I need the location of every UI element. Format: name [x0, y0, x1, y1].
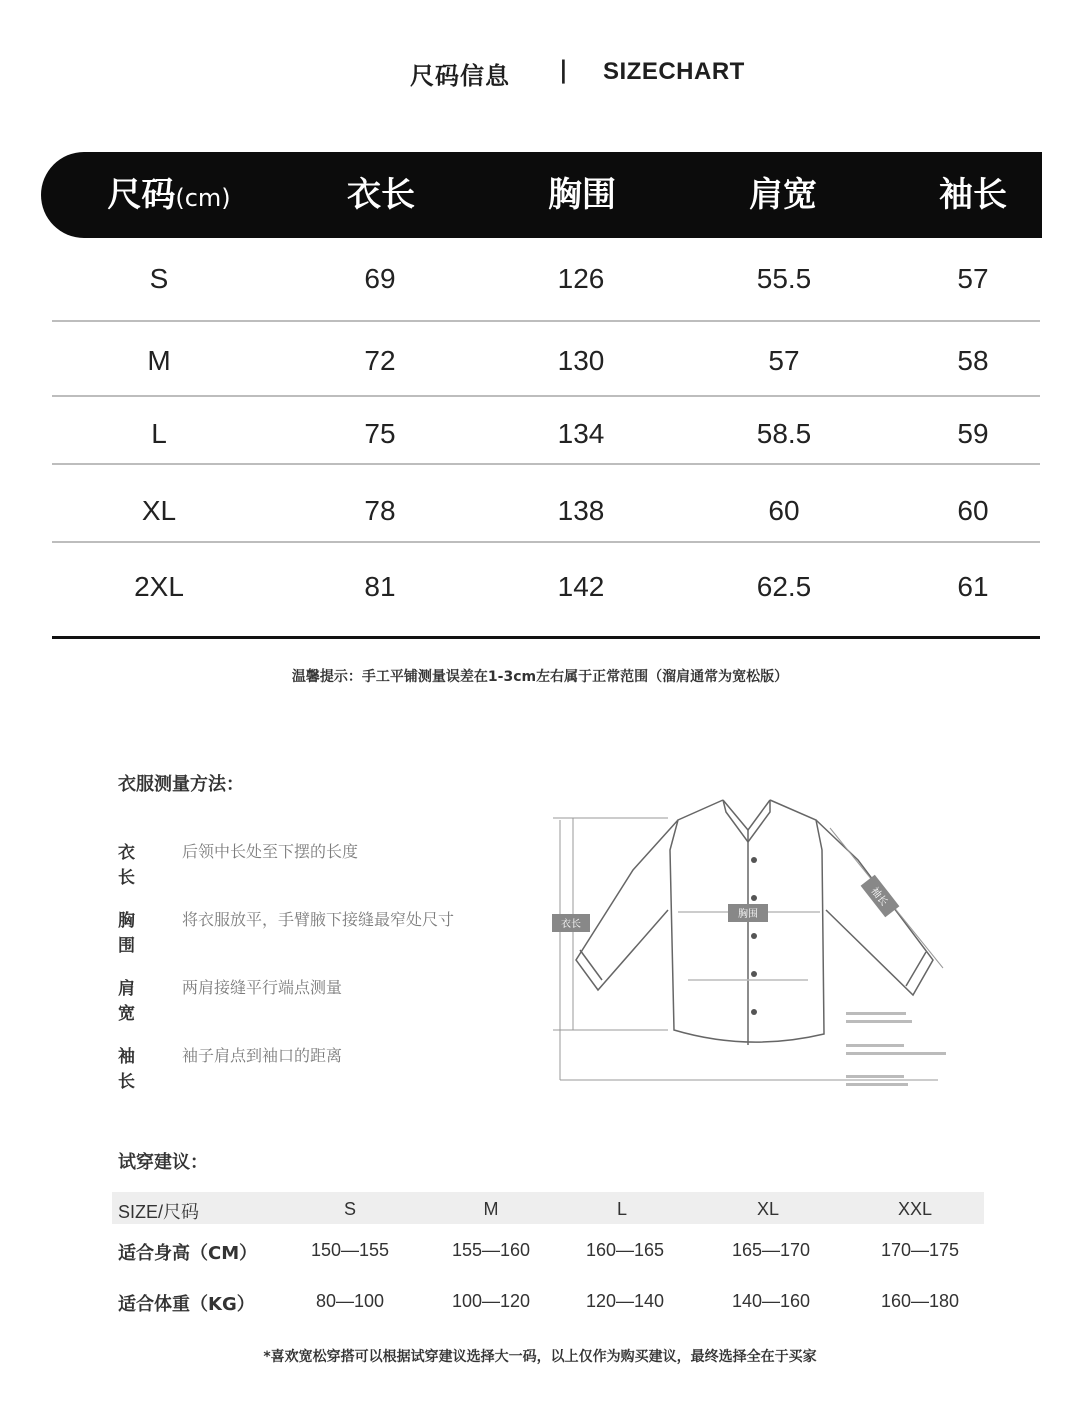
row-divider — [52, 463, 1040, 465]
cell-length: 72 — [364, 345, 396, 376]
table-bottom-rule — [52, 636, 1040, 639]
table-row — [50, 552, 1040, 622]
row-divider — [52, 395, 1040, 397]
measure-key: 胸围 — [118, 911, 135, 956]
fit-header-label: SIZE/尺码 — [118, 1202, 200, 1222]
fit-size-xl: XL — [756, 1199, 780, 1219]
cell-size: S — [149, 263, 169, 294]
header-chest: 胸围 — [548, 175, 616, 215]
cell-size: XL — [141, 495, 177, 526]
cell-sleeve: 57 — [957, 263, 989, 294]
sleeve-tag-label: 袖长 — [868, 885, 890, 909]
table-row — [50, 399, 1040, 469]
cell-sleeve: 60 — [957, 495, 989, 526]
fit-weight-m: 100—120 — [451, 1291, 531, 1311]
length-tag-label: 衣长 — [561, 919, 581, 930]
cell-chest: 126 — [557, 263, 605, 294]
title-separator: | — [559, 56, 568, 84]
fit-weight-xxl: 160—180 — [880, 1291, 960, 1311]
measurement-tip: 温馨提示：手工平铺测量误差在1-3cm左右属于正常范围（溜肩通常为宽松版） — [291, 669, 789, 685]
cell-size: M — [147, 345, 171, 376]
header-shoulder: 肩宽 — [749, 175, 817, 215]
cell-sleeve: 59 — [957, 418, 989, 449]
fit-section-title: 试穿建议： — [118, 1152, 208, 1173]
table-row — [50, 476, 1040, 546]
fit-size-l: L — [616, 1199, 627, 1219]
fit-weight-s: 80—100 — [315, 1291, 385, 1311]
shirt-measurement-diagram — [548, 790, 958, 1100]
measure-key: 衣长 — [118, 843, 135, 888]
chest-tag-label: 胸围 — [738, 909, 758, 920]
shirt-icon — [548, 790, 958, 1100]
cell-length: 81 — [364, 571, 396, 602]
cell-shoulder: 57 — [768, 345, 800, 376]
header-size: 尺码(cm) — [107, 175, 231, 215]
fit-size-s: S — [343, 1199, 356, 1219]
table-row — [50, 326, 1040, 396]
cell-sleeve: 61 — [957, 571, 989, 602]
purchase-note: *喜欢宽松穿搭可以根据试穿建议选择大一码，以上仅作为购买建议，最终选择全在于买家 — [263, 1349, 817, 1365]
cell-shoulder: 60 — [768, 495, 800, 526]
measure-section-title: 衣服测量方法： — [118, 774, 244, 795]
cell-shoulder: 58.5 — [756, 418, 812, 449]
fit-height-xl: 165—170 — [731, 1240, 811, 1260]
fit-weight-label: 适合体重（KG） — [118, 1294, 255, 1315]
cell-length: 75 — [364, 418, 396, 449]
cell-shoulder: 62.5 — [756, 571, 812, 602]
fit-height-xxl: 170—175 — [880, 1240, 960, 1260]
table-row — [50, 244, 1040, 314]
cell-sleeve: 58 — [957, 345, 989, 376]
measure-desc: 两肩接缝平行端点测量 — [182, 978, 343, 997]
fit-height-m: 155—160 — [451, 1240, 531, 1260]
measure-key: 肩宽 — [118, 979, 135, 1024]
header-length: 衣长 — [347, 175, 415, 215]
cell-size: 2XL — [134, 571, 184, 602]
cell-size: L — [151, 418, 167, 449]
cell-chest: 142 — [557, 571, 605, 602]
cell-length: 78 — [364, 495, 396, 526]
measure-desc: 袖子肩点到袖口的距离 — [182, 1046, 343, 1065]
row-divider — [52, 320, 1040, 322]
fit-size-m: M — [483, 1199, 499, 1219]
cell-length: 69 — [364, 263, 396, 294]
cell-chest: 138 — [557, 495, 605, 526]
fit-weight-xl: 140—160 — [731, 1291, 811, 1311]
title-english: SIZECHART — [603, 58, 745, 85]
size-table-header — [41, 152, 1042, 238]
fit-size-xxl: XXL — [897, 1199, 933, 1219]
measure-key: 袖长 — [118, 1047, 135, 1092]
measure-desc: 将衣服放平，手臂腋下接缝最窄处尺寸 — [182, 910, 455, 929]
cell-chest: 130 — [557, 345, 605, 376]
measure-desc: 后领中长处至下摆的长度 — [182, 842, 359, 861]
cell-shoulder: 55.5 — [756, 263, 812, 294]
fit-height-s: 150—155 — [310, 1240, 390, 1260]
page-header — [0, 56, 1080, 96]
fit-height-l: 160—165 — [585, 1240, 665, 1260]
row-divider — [52, 541, 1040, 543]
header-sleeve: 袖长 — [939, 175, 1007, 215]
fit-weight-l: 120—140 — [585, 1291, 665, 1311]
cell-chest: 134 — [557, 418, 605, 449]
fit-height-label: 适合身高（CM） — [118, 1243, 258, 1264]
title-chinese: 尺码信息 — [410, 62, 510, 90]
